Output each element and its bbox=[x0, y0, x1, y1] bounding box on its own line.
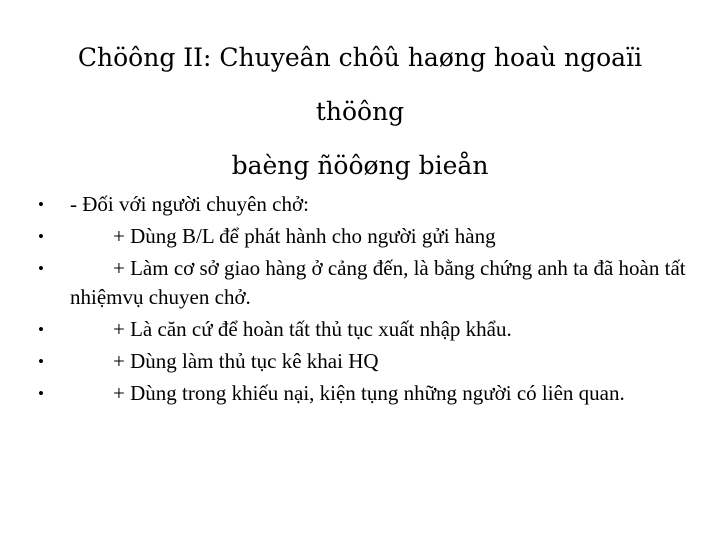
bullet-item bbox=[38, 190, 698, 219]
slide-title bbox=[30, 31, 690, 193]
bullet-text: + Làm cơ sở giao hàng ở cảng đến, là bằng chứng anh ta đã hoàn tất nhiệmvụ chuyen chở. bbox=[70, 256, 686, 309]
bullet-icon: • bbox=[38, 384, 44, 403]
bullet-item bbox=[38, 347, 698, 376]
slide-title-line-1: Chöông II: Chuyeân chôû haøng hoaù ngoaïi thöông bbox=[77, 42, 643, 126]
bullet-list bbox=[38, 190, 698, 411]
bullet-text: - Đối với người chuyên chở: bbox=[70, 192, 309, 216]
bullet-item bbox=[38, 254, 698, 312]
bullet-item bbox=[38, 379, 698, 408]
bullet-text: + Dùng B/L để phát hành cho người gửi hàng bbox=[113, 224, 496, 248]
bullet-item bbox=[38, 315, 698, 344]
bullet-text: + Dùng làm thủ tục kê khai HQ bbox=[113, 349, 379, 373]
bullet-text: + Là căn cứ để hoàn tất thủ tục xuất nhập khẩu. bbox=[113, 317, 512, 341]
bullet-item bbox=[38, 222, 698, 251]
bullet-icon: • bbox=[38, 320, 44, 339]
bullet-text: + Dùng trong khiếu nại, kiện tụng những người có liên quan. bbox=[113, 381, 625, 405]
bullet-icon: • bbox=[38, 352, 44, 371]
slide-title-line-2: baèng ñöôøng bieån bbox=[231, 150, 489, 180]
bullet-icon: • bbox=[38, 195, 44, 214]
bullet-icon: • bbox=[38, 227, 44, 246]
bullet-icon: • bbox=[38, 259, 44, 278]
